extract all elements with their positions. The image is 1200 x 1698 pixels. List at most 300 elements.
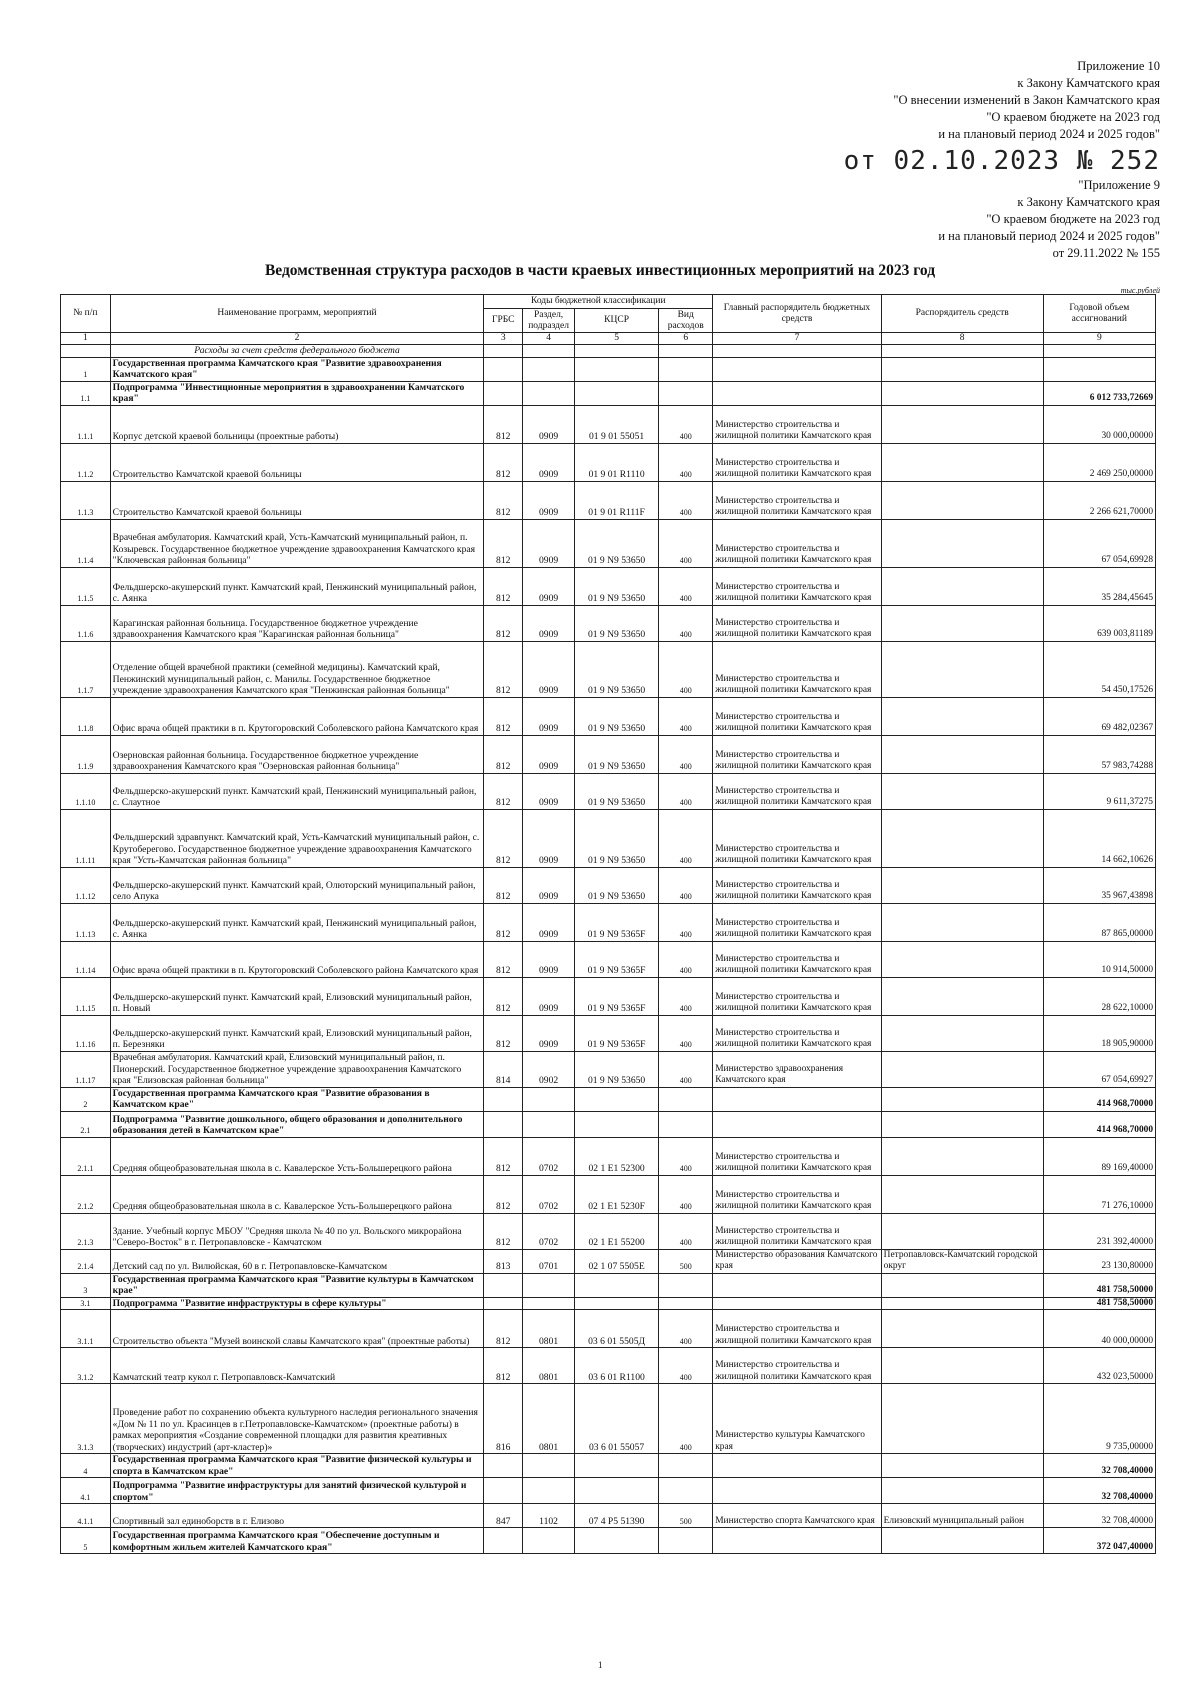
row-kcsr: 02 1 E1 52300 (574, 1137, 658, 1175)
row-expense-type (659, 1087, 713, 1111)
row-amount: 89 169,40000 (1043, 1137, 1155, 1175)
row-manager (881, 1348, 1043, 1384)
table-row (61, 1249, 1156, 1273)
row-expense-type: 400 (659, 405, 713, 443)
row-expense-type (659, 1297, 713, 1310)
row-number: 3.1.1 (61, 1310, 111, 1348)
row-manager (881, 697, 1043, 735)
row-number: 1.1.1 (61, 405, 111, 443)
table-row (61, 1504, 1156, 1528)
row-number: 4.1.1 (61, 1504, 111, 1528)
row-number: 2 (61, 1087, 111, 1111)
row-manager (881, 941, 1043, 977)
row-main-manager: Министерство строительства и жилищной политики Камчатского края (713, 1015, 881, 1051)
row-amount: 2 469 250,00000 (1043, 443, 1155, 481)
row-section: 0909 (523, 977, 575, 1015)
col-number: 8 (881, 333, 1043, 345)
row-expense-type: 400 (659, 697, 713, 735)
row-amount: 40 000,00000 (1043, 1310, 1155, 1348)
row-grbs: 812 (484, 405, 523, 443)
row-name: Фельдшерско-акушерский пункт. Камчатский край, Пенжинский муниципальный район, с. Аянка (110, 903, 484, 941)
table-row (61, 1087, 1156, 1111)
row-manager (881, 1297, 1043, 1310)
row-main-manager: Министерство строительства и жилищной политики Камчатского края (713, 1175, 881, 1213)
document-title: Ведомственная структура расходов в части краевых инвестиционных мероприятий на 2023 год (264, 262, 936, 279)
row-main-manager (713, 357, 881, 381)
row-section: 0909 (523, 1015, 575, 1051)
row-kcsr: 01 9 N9 5365F (574, 1015, 658, 1051)
row-number: 4.1 (61, 1478, 111, 1504)
row-expense-type: 400 (659, 773, 713, 809)
row-number: 1.1.16 (61, 1015, 111, 1051)
row-number: 2.1.4 (61, 1249, 111, 1273)
row-section: 1102 (523, 1504, 575, 1528)
row-expense-type: 400 (659, 1051, 713, 1087)
appendix-header (844, 58, 1160, 262)
table-row (61, 641, 1156, 697)
row-expense-type: 400 (659, 809, 713, 867)
row-section (523, 1454, 575, 1478)
section-cell (61, 345, 111, 358)
row-section (523, 1111, 575, 1137)
row-amount: 6 012 733,72669 (1043, 381, 1155, 405)
row-kcsr: 01 9 N9 53650 (574, 809, 658, 867)
row-manager (881, 735, 1043, 773)
table-row (61, 1348, 1156, 1384)
table-row (61, 1528, 1156, 1554)
row-kcsr (574, 1273, 658, 1297)
row-grbs: 812 (484, 1348, 523, 1384)
row-number: 1.1.14 (61, 941, 111, 977)
row-name: Фельдшерско-акушерский пункт. Камчатский край, Олюторский муниципальный район, село Апука (110, 867, 484, 903)
row-section: 0909 (523, 641, 575, 697)
row-name: Детский сад по ул. Вилюйская, 60 в г. Петропавловске-Камчатском (110, 1249, 484, 1273)
row-number: 1.1 (61, 381, 111, 405)
col-number: 4 (523, 333, 575, 345)
row-main-manager (713, 1297, 881, 1310)
row-main-manager: Министерство спорта Камчатского края (713, 1504, 881, 1528)
row-grbs (484, 1273, 523, 1297)
row-kcsr (574, 1454, 658, 1478)
row-kcsr: 01 9 N9 5365F (574, 903, 658, 941)
table-row (61, 697, 1156, 735)
row-expense-type (659, 1273, 713, 1297)
row-kcsr: 02 1 E1 5230F (574, 1175, 658, 1213)
row-expense-type: 400 (659, 519, 713, 567)
row-main-manager: Министерство строительства и жилищной политики Камчатского края (713, 697, 881, 735)
col-header-num: № п/п (61, 295, 111, 333)
col-header-main-manager: Главный распорядитель бюджетных средств (713, 295, 881, 333)
row-number: 2.1.1 (61, 1137, 111, 1175)
row-manager (881, 809, 1043, 867)
row-amount: 414 968,70000 (1043, 1111, 1155, 1137)
col-header-kcsr: КЦСР (574, 309, 658, 333)
row-main-manager: Министерство строительства и жилищной политики Камчатского края (713, 867, 881, 903)
col-number: 6 (659, 333, 713, 345)
row-main-manager (713, 1454, 881, 1478)
row-section: 0909 (523, 605, 575, 641)
row-grbs (484, 1478, 523, 1504)
row-manager (881, 903, 1043, 941)
row-section: 0701 (523, 1249, 575, 1273)
row-kcsr: 03 6 01 55057 (574, 1384, 658, 1454)
table-row (61, 977, 1156, 1015)
row-amount: 30 000,00000 (1043, 405, 1155, 443)
header-line: и на плановый период 2024 и 2025 годов" (938, 127, 1160, 141)
row-section (523, 357, 575, 381)
header-line: к Закону Камчатского края (1017, 76, 1160, 90)
row-kcsr: 01 9 N9 53650 (574, 641, 658, 697)
row-name: Фельдшерско-акушерский пункт. Камчатский край, Пенжинский муниципальный район, с. Аянка (110, 567, 484, 605)
row-grbs: 812 (484, 1213, 523, 1249)
row-main-manager: Министерство строительства и жилищной политики Камчатского края (713, 1348, 881, 1384)
row-name: Врачебная амбулатория. Камчатский край, Елизовский муниципальный район, п. Пионерский. Государственное бюджетное учреждение здравоохранения Камчатского края "Елизовская районная больница" (110, 1051, 484, 1087)
table-row (61, 903, 1156, 941)
header-line: "О краевом бюджете на 2023 год (986, 212, 1160, 226)
row-grbs (484, 1297, 523, 1310)
row-main-manager: Министерство строительства и жилищной политики Камчатского края (713, 519, 881, 567)
col-number: 3 (484, 333, 523, 345)
row-section: 0909 (523, 809, 575, 867)
row-main-manager: Министерство строительства и жилищной политики Камчатского края (713, 977, 881, 1015)
row-amount: 54 450,17526 (1043, 641, 1155, 697)
row-manager (881, 641, 1043, 697)
row-expense-type (659, 1478, 713, 1504)
col-number: 5 (574, 333, 658, 345)
row-name: Проведение работ по сохранению объекта культурного наследия регионального значения «Дом № 11 по ул. Красинцев в г.Петропавловске-Камчатском» (проектные работы) в рамках мероприятия «Создание современной площадки для развития креативных (творческих) индустрий (арт-кластер)» (110, 1384, 484, 1454)
row-number: 3.1.3 (61, 1384, 111, 1454)
header-line: от 29.11.2022 № 155 (1052, 246, 1160, 260)
row-number: 3.1 (61, 1297, 111, 1310)
row-name: Здание. Учебный корпус МБОУ "Средняя школа № 40 по ул. Вольского микрорайона "Северо-Восток" в г. Петропавловске - Камчатском (110, 1213, 484, 1249)
row-kcsr (574, 1087, 658, 1111)
row-name: Офис врача общей практики в п. Крутогоровский Соболевского района Камчатского края (110, 697, 484, 735)
row-expense-type: 400 (659, 567, 713, 605)
row-number: 1.1.13 (61, 903, 111, 941)
units-label: тыс.рублей (1120, 286, 1160, 295)
row-grbs: 812 (484, 867, 523, 903)
row-kcsr (574, 381, 658, 405)
row-manager (881, 519, 1043, 567)
row-expense-type (659, 357, 713, 381)
page-mark: 1 (598, 1660, 603, 1670)
row-section (523, 1478, 575, 1504)
header-line: "О внесении изменений в Закон Камчатского края (893, 93, 1160, 107)
row-kcsr: 03 6 01 5505Д (574, 1310, 658, 1348)
row-amount: 71 276,10000 (1043, 1175, 1155, 1213)
row-kcsr: 01 9 01 R1110 (574, 443, 658, 481)
row-section: 0909 (523, 443, 575, 481)
row-name: Государственная программа Камчатского края "Развитие культуры в Камчатском крае" (110, 1273, 484, 1297)
row-grbs (484, 1454, 523, 1478)
row-name: Фельдшерско-акушерский пункт. Камчатский край, Елизовский муниципальный район, п. Новый (110, 977, 484, 1015)
row-name: Фельдшерский здравпункт. Камчатский край, Усть-Камчатский муниципальный район, с. Крутоберегово. Государственное бюджетное учреждение здравоохранения Камчатского края "Усть-Камчатская районная больница" (110, 809, 484, 867)
row-main-manager: Министерство строительства и жилищной политики Камчатского края (713, 1137, 881, 1175)
row-name: Озерновская районная больница. Государственное бюджетное учреждение здравоохранения Камчатского края "Озерновская районная больница" (110, 735, 484, 773)
row-grbs (484, 1087, 523, 1111)
row-section: 0909 (523, 519, 575, 567)
table-row (61, 867, 1156, 903)
row-expense-type: 400 (659, 903, 713, 941)
row-manager: Петропавловск-Камчатский городской округ (881, 1249, 1043, 1273)
row-main-manager (713, 1478, 881, 1504)
row-expense-type: 400 (659, 1348, 713, 1384)
row-kcsr: 01 9 N9 5365F (574, 977, 658, 1015)
row-main-manager: Министерство строительства и жилищной политики Камчатского края (713, 809, 881, 867)
row-amount: 432 023,50000 (1043, 1348, 1155, 1384)
row-grbs: 812 (484, 567, 523, 605)
row-section: 0702 (523, 1137, 575, 1175)
row-main-manager: Министерство здравоохранения Камчатского края (713, 1051, 881, 1087)
row-grbs: 812 (484, 903, 523, 941)
row-section: 0909 (523, 941, 575, 977)
row-name: Спортивный зал единоборств в г. Елизово (110, 1504, 484, 1528)
row-kcsr: 02 1 07 5505Е (574, 1249, 658, 1273)
table-row (61, 809, 1156, 867)
row-amount: 28 622,10000 (1043, 977, 1155, 1015)
table-row (61, 1015, 1156, 1051)
row-number: 1.1.12 (61, 867, 111, 903)
table-row (61, 519, 1156, 567)
row-kcsr: 01 9 N9 53650 (574, 697, 658, 735)
row-amount: 32 708,40000 (1043, 1454, 1155, 1478)
row-grbs: 812 (484, 773, 523, 809)
row-kcsr: 01 9 N9 53650 (574, 867, 658, 903)
row-manager (881, 1111, 1043, 1137)
row-number: 1.1.7 (61, 641, 111, 697)
row-number: 1.1.4 (61, 519, 111, 567)
header-line: "О краевом бюджете на 2023 год (986, 110, 1160, 124)
row-kcsr (574, 1528, 658, 1554)
row-name: Фельдшерско-акушерский пункт. Камчатский край, Пенжинский муниципальный район, с. Слаутное (110, 773, 484, 809)
row-main-manager: Министерство строительства и жилищной политики Камчатского края (713, 735, 881, 773)
row-section (523, 1528, 575, 1554)
row-grbs: 847 (484, 1504, 523, 1528)
col-header-name: Наименование программ, мероприятий (110, 295, 484, 333)
row-section: 0902 (523, 1051, 575, 1087)
row-amount: 35 967,43898 (1043, 867, 1155, 903)
row-amount: 32 708,40000 (1043, 1504, 1155, 1528)
row-main-manager: Министерство строительства и жилищной политики Камчатского края (713, 481, 881, 519)
row-name: Строительство Камчатской краевой больницы (110, 481, 484, 519)
row-amount: 18 905,90000 (1043, 1015, 1155, 1051)
row-number: 1.1.2 (61, 443, 111, 481)
header-line: и на плановый период 2024 и 2025 годов" (938, 229, 1160, 243)
row-manager (881, 405, 1043, 443)
row-grbs: 812 (484, 443, 523, 481)
row-amount: 9 611,37275 (1043, 773, 1155, 809)
row-main-manager: Министерство образования Камчатского края (713, 1249, 881, 1273)
row-section (523, 381, 575, 405)
row-main-manager (713, 1528, 881, 1554)
row-expense-type: 400 (659, 941, 713, 977)
row-amount: 2 266 621,70000 (1043, 481, 1155, 519)
row-manager (881, 1213, 1043, 1249)
col-header-codes: Коды бюджетной классификации (484, 295, 713, 309)
row-expense-type: 400 (659, 443, 713, 481)
row-manager (881, 977, 1043, 1015)
row-number: 2.1.3 (61, 1213, 111, 1249)
row-expense-type (659, 1454, 713, 1478)
row-kcsr: 01 9 N9 53650 (574, 735, 658, 773)
row-manager (881, 867, 1043, 903)
table-row (61, 443, 1156, 481)
col-number: 2 (110, 333, 484, 345)
table-row (61, 1454, 1156, 1478)
row-grbs: 814 (484, 1051, 523, 1087)
table-row (61, 1137, 1156, 1175)
row-manager (881, 1384, 1043, 1454)
row-number: 1.1.10 (61, 773, 111, 809)
row-number: 3 (61, 1273, 111, 1297)
row-name: Средняя общеобразовательная школа в с. Кавалерское Усть-Большерецкого района (110, 1137, 484, 1175)
row-name: Подпрограмма "Развитие инфраструктуры в сфере культуры" (110, 1297, 484, 1310)
row-kcsr (574, 357, 658, 381)
row-grbs: 812 (484, 605, 523, 641)
row-number: 1 (61, 357, 111, 381)
row-kcsr: 01 9 N9 53650 (574, 605, 658, 641)
table-row (61, 357, 1156, 381)
row-number: 1.1.9 (61, 735, 111, 773)
row-expense-type: 400 (659, 1310, 713, 1348)
row-section: 0909 (523, 697, 575, 735)
row-grbs: 812 (484, 809, 523, 867)
row-section: 0909 (523, 735, 575, 773)
row-grbs: 812 (484, 641, 523, 697)
col-header-expense-type: Вид расходов (659, 309, 713, 333)
row-expense-type: 400 (659, 641, 713, 697)
row-name: Строительство объекта "Музей воинской славы Камчатского края" (проектные работы) (110, 1310, 484, 1348)
row-name: Камчатский театр кукол г. Петропавловск-Камчатский (110, 1348, 484, 1384)
row-section: 0909 (523, 903, 575, 941)
row-grbs: 812 (484, 735, 523, 773)
col-header-amount: Годовой объем ассигнований (1043, 295, 1155, 333)
row-expense-type (659, 1528, 713, 1554)
row-grbs: 812 (484, 1310, 523, 1348)
row-amount: 231 392,40000 (1043, 1213, 1155, 1249)
row-number: 1.1.17 (61, 1051, 111, 1087)
row-expense-type: 500 (659, 1504, 713, 1528)
row-grbs (484, 381, 523, 405)
row-amount: 639 003,81189 (1043, 605, 1155, 641)
row-main-manager: Министерство строительства и жилищной политики Камчатского края (713, 773, 881, 809)
table-row (61, 481, 1156, 519)
row-manager (881, 1273, 1043, 1297)
row-kcsr: 01 9 N9 5365F (574, 941, 658, 977)
row-expense-type: 400 (659, 977, 713, 1015)
row-number: 2.1.2 (61, 1175, 111, 1213)
row-amount: 10 914,50000 (1043, 941, 1155, 977)
row-expense-type (659, 1111, 713, 1137)
row-manager (881, 1051, 1043, 1087)
table-row (61, 605, 1156, 641)
row-name: Врачебная амбулатория. Камчатский край, Усть-Камчатский муниципальный район, п. Козыревск. Государственное бюджетное учреждение здравоохранения Камчатского края "Ключевская районная больница" (110, 519, 484, 567)
row-number: 2.1 (61, 1111, 111, 1137)
law-date-stamp: от 02.10.2023 № 252 (843, 146, 1160, 176)
row-name: Фельдшерско-акушерский пункт. Камчатский край, Елизовский муниципальный район, п. Березняки (110, 1015, 484, 1051)
row-section: 0909 (523, 773, 575, 809)
table-row (61, 1111, 1156, 1137)
row-main-manager: Министерство строительства и жилищной политики Камчатского края (713, 605, 881, 641)
row-grbs: 813 (484, 1249, 523, 1273)
row-expense-type (659, 381, 713, 405)
row-expense-type: 400 (659, 1015, 713, 1051)
row-section: 0801 (523, 1384, 575, 1454)
row-section: 0909 (523, 867, 575, 903)
row-number: 1.1.3 (61, 481, 111, 519)
row-grbs: 812 (484, 1015, 523, 1051)
row-manager (881, 1015, 1043, 1051)
row-amount: 23 130,80000 (1043, 1249, 1155, 1273)
row-kcsr: 03 6 01 R1100 (574, 1348, 658, 1384)
expenditure-table (60, 294, 1156, 1554)
header-line: к Закону Камчатского края (1017, 195, 1160, 209)
row-number: 1.1.6 (61, 605, 111, 641)
row-manager (881, 773, 1043, 809)
row-amount: 481 758,50000 (1043, 1273, 1155, 1297)
row-section: 0909 (523, 481, 575, 519)
row-section: 0801 (523, 1310, 575, 1348)
row-section: 0702 (523, 1175, 575, 1213)
row-name: Государственная программа Камчатского края "Развитие здравоохранения Камчатского края" (110, 357, 484, 381)
row-kcsr: 02 1 E1 55200 (574, 1213, 658, 1249)
row-grbs (484, 1111, 523, 1137)
row-amount: 481 758,50000 (1043, 1297, 1155, 1310)
table-row (61, 1213, 1156, 1249)
row-manager (881, 1478, 1043, 1504)
row-kcsr: 01 9 N9 53650 (574, 1051, 658, 1087)
header-line: Приложение 10 (1077, 59, 1160, 73)
row-grbs: 816 (484, 1384, 523, 1454)
row-amount: 35 284,45645 (1043, 567, 1155, 605)
row-section: 0909 (523, 405, 575, 443)
row-expense-type: 400 (659, 1213, 713, 1249)
row-main-manager (713, 1087, 881, 1111)
row-main-manager: Министерство строительства и жилищной политики Камчатского края (713, 567, 881, 605)
col-number: 1 (61, 333, 111, 345)
row-kcsr: 01 9 01 R111F (574, 481, 658, 519)
section-title: Расходы за счет средств федерального бюджета (110, 345, 484, 358)
table-row (61, 381, 1156, 405)
table-row (61, 567, 1156, 605)
row-main-manager (713, 1273, 881, 1297)
col-header-manager: Распорядитель средств (881, 295, 1043, 333)
row-manager (881, 381, 1043, 405)
table-row (61, 1384, 1156, 1454)
col-number: 9 (1043, 333, 1155, 345)
row-grbs: 812 (484, 481, 523, 519)
row-grbs: 812 (484, 519, 523, 567)
row-main-manager: Министерство строительства и жилищной политики Камчатского края (713, 903, 881, 941)
row-main-manager: Министерство строительства и жилищной политики Камчатского края (713, 941, 881, 977)
row-main-manager: Министерство строительства и жилищной политики Камчатского края (713, 1310, 881, 1348)
row-number: 4 (61, 1454, 111, 1478)
table-row (61, 773, 1156, 809)
row-amount: 14 662,10626 (1043, 809, 1155, 867)
row-main-manager (713, 1111, 881, 1137)
row-main-manager: Министерство строительства и жилищной политики Камчатского края (713, 405, 881, 443)
row-number: 5 (61, 1528, 111, 1554)
row-name: Государственная программа Камчатского края "Развитие образования в Камчатском крае" (110, 1087, 484, 1111)
row-amount: 67 054,69927 (1043, 1051, 1155, 1087)
row-main-manager: Министерство строительства и жилищной политики Камчатского края (713, 443, 881, 481)
row-kcsr (574, 1297, 658, 1310)
row-section: 0801 (523, 1348, 575, 1384)
row-grbs: 812 (484, 941, 523, 977)
row-amount (1043, 357, 1155, 381)
table-row (61, 1051, 1156, 1087)
col-header-section: Раздел, подраздел (523, 309, 575, 333)
